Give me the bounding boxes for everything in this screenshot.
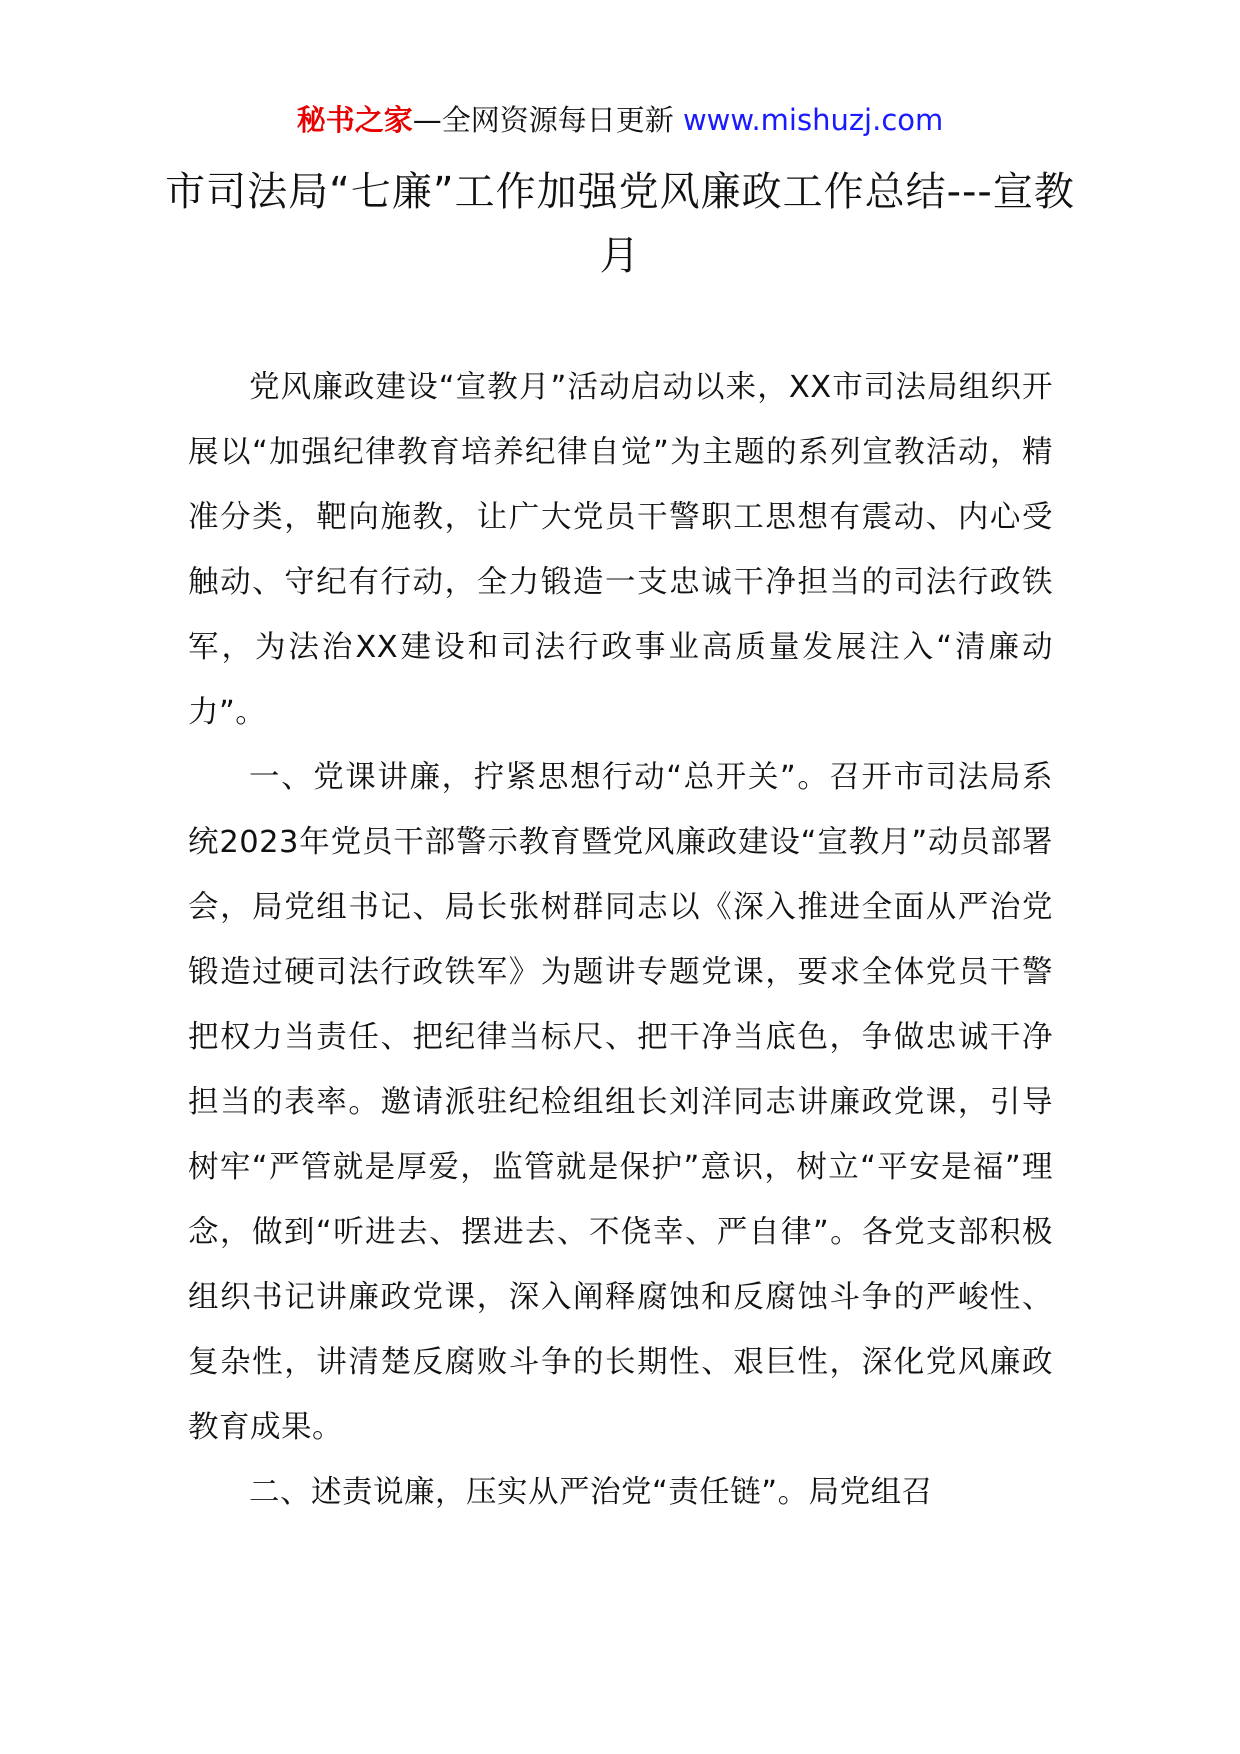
paragraph-section-1: 一、党课讲廉，拧紧思想行动“总开关”。召开市司法局系统2023年党员干部警示教育暨党风廉政建设“宣教月”动员部署会，局党组书记、局长张树群同志以《深入推进全面从严治党锻造过硬司法行政铁军》为题讲专题党课，要求全体党员干警把权力当责任、把纪律当标尺、把干净当底色，争做忠诚干净担当的表率。邀请派驻纪检组组长刘洋同志讲廉政党课，引导树牢“严管就是厚爱，监管就是保护”意识，树立“平安是福”理念，做到“听进去、摆进去、不侥幸、严自律”。各党支部积极组织书记讲廉政党课，深入阐释腐蚀和反腐蚀斗争的严峻性、复杂性，讲清楚反腐败斗争的长期性、艰巨性，深化党风廉政教育成果。 [188,760,1053,1445]
header-tagline: —全网资源每日更新 [412,103,683,137]
document-body [188,355,1053,1525]
site-header-banner [0,100,1240,140]
paragraph-intro: 党风廉政建设“宣教月”活动启动以来，XX市司法局组织开展以“加强纪律教育培养纪律自觉”为主题的系列宣教活动，精准分类，靶向施教，让广大党员干警职工思想有震动、内心受触动、守纪有行动，全力锻造一支忠诚干净担当的司法行政铁军，为法治XX建设和司法行政事业高质量发展注入“清廉动力”。 [188,370,1053,730]
brand-name: 秘书之家 [296,103,413,137]
document-title: 市司法局“七廉”工作加强党风廉政工作总结---宣教月 [165,169,1075,279]
paragraph-section-2: 二、述责说廉，压实从严治党“责任链”。局党组召 [249,1475,933,1510]
site-url-link[interactable]: www.mishuzj.com [682,103,944,137]
